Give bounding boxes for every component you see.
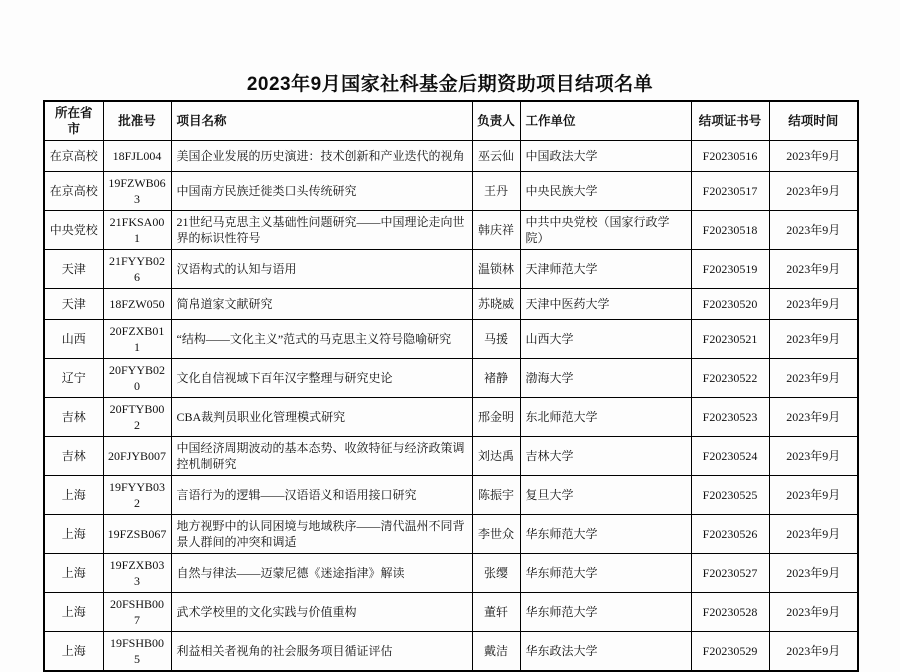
table-row [44,593,858,632]
cell-approval_no: 18FZW050 [103,289,171,320]
cell-unit: 东北师范大学 [520,398,691,437]
cell-unit: 中央民族大学 [520,172,691,211]
cell-project: 中国南方民族迁徙类口头传统研究 [171,172,472,211]
cell-province: 上海 [44,554,103,593]
column-header-time: 结项时间 [769,101,858,141]
cell-leader: 韩庆祥 [472,211,520,250]
cell-cert_no: F20230518 [691,211,769,250]
cell-project: 中国经济周期波动的基本态势、收敛特征与经济政策调控机制研究 [171,437,472,476]
cell-approval_no: 19FZSB067 [103,515,171,554]
cell-unit: 中共中央党校（国家行政学院） [520,211,691,250]
column-header-cert_no: 结项证书号 [691,101,769,141]
cell-cert_no: F20230527 [691,554,769,593]
cell-project: 言语行为的逻辑——汉语语义和语用接口研究 [171,476,472,515]
cell-leader: 褚静 [472,359,520,398]
cell-approval_no: 19FSHB005 [103,632,171,672]
table-row [44,289,858,320]
cell-cert_no: F20230516 [691,141,769,172]
column-header-leader: 负责人 [472,101,520,141]
cell-unit: 渤海大学 [520,359,691,398]
cell-time: 2023年9月 [769,141,858,172]
cell-province: 吉林 [44,437,103,476]
cell-province: 山西 [44,320,103,359]
results-table [43,100,859,672]
cell-project: 利益相关者视角的社会服务项目循证评估 [171,632,472,672]
cell-leader: 刘达禹 [472,437,520,476]
cell-project: 自然与律法——迈蒙尼德《迷途指津》解读 [171,554,472,593]
table-row [44,211,858,250]
cell-approval_no: 19FZXB033 [103,554,171,593]
cell-unit: 华东政法大学 [520,632,691,672]
cell-time: 2023年9月 [769,250,858,289]
cell-unit: 华东师范大学 [520,515,691,554]
cell-province: 在京高校 [44,172,103,211]
table-row [44,250,858,289]
cell-approval_no: 21FYYB026 [103,250,171,289]
table-row [44,437,858,476]
cell-cert_no: F20230521 [691,320,769,359]
cell-project: 美国企业发展的历史演进：技术创新和产业迭代的视角 [171,141,472,172]
cell-unit: 天津中医药大学 [520,289,691,320]
cell-project: 简帛道家文献研究 [171,289,472,320]
cell-cert_no: F20230526 [691,515,769,554]
cell-time: 2023年9月 [769,593,858,632]
table-row [44,141,858,172]
cell-leader: 董轩 [472,593,520,632]
cell-province: 中央党校 [44,211,103,250]
cell-cert_no: F20230520 [691,289,769,320]
cell-unit: 华东师范大学 [520,593,691,632]
cell-leader: 苏晓威 [472,289,520,320]
cell-approval_no: 20FYYB020 [103,359,171,398]
cell-project: “结构——文化主义”范式的马克思主义符号隐喻研究 [171,320,472,359]
cell-time: 2023年9月 [769,211,858,250]
cell-province: 在京高校 [44,141,103,172]
cell-leader: 邢金明 [472,398,520,437]
cell-cert_no: F20230528 [691,593,769,632]
table-body [44,141,858,672]
cell-leader: 李世众 [472,515,520,554]
cell-leader: 戴洁 [472,632,520,672]
table-row [44,515,858,554]
cell-leader: 张缨 [472,554,520,593]
cell-approval_no: 19FZWB063 [103,172,171,211]
cell-time: 2023年9月 [769,172,858,211]
cell-cert_no: F20230524 [691,437,769,476]
cell-unit: 复旦大学 [520,476,691,515]
table-row [44,476,858,515]
cell-leader: 温锁林 [472,250,520,289]
table-row [44,632,858,672]
column-header-approval_no: 批准号 [103,101,171,141]
table-header-row [44,101,858,141]
cell-time: 2023年9月 [769,476,858,515]
table-row [44,172,858,211]
cell-leader: 王丹 [472,172,520,211]
cell-cert_no: F20230522 [691,359,769,398]
cell-province: 上海 [44,632,103,672]
cell-project: 汉语构式的认知与语用 [171,250,472,289]
table-row [44,359,858,398]
cell-project: 文化自信视域下百年汉字整理与研究史论 [171,359,472,398]
table-row [44,398,858,437]
cell-province: 上海 [44,476,103,515]
cell-time: 2023年9月 [769,632,858,672]
cell-time: 2023年9月 [769,359,858,398]
cell-province: 上海 [44,515,103,554]
cell-approval_no: 20FJYB007 [103,437,171,476]
cell-time: 2023年9月 [769,320,858,359]
column-header-province: 所在省市 [44,101,103,141]
cell-approval_no: 21FKSA001 [103,211,171,250]
cell-unit: 中国政法大学 [520,141,691,172]
cell-time: 2023年9月 [769,437,858,476]
column-header-project: 项目名称 [171,101,472,141]
cell-cert_no: F20230517 [691,172,769,211]
cell-project: 武术学校里的文化实践与价值重构 [171,593,472,632]
cell-time: 2023年9月 [769,398,858,437]
cell-approval_no: 18FJL004 [103,141,171,172]
column-header-unit: 工作单位 [520,101,691,141]
cell-time: 2023年9月 [769,289,858,320]
cell-province: 吉林 [44,398,103,437]
table-row [44,554,858,593]
cell-cert_no: F20230529 [691,632,769,672]
cell-approval_no: 20FZXB011 [103,320,171,359]
cell-unit: 天津师范大学 [520,250,691,289]
cell-approval_no: 20FSHB007 [103,593,171,632]
cell-project: CBA裁判员职业化管理模式研究 [171,398,472,437]
cell-approval_no: 20FTYB002 [103,398,171,437]
cell-unit: 山西大学 [520,320,691,359]
cell-leader: 陈振宇 [472,476,520,515]
table-row [44,320,858,359]
cell-unit: 华东师范大学 [520,554,691,593]
cell-cert_no: F20230519 [691,250,769,289]
cell-project: 地方视野中的认同困境与地域秩序——清代温州不同背景人群间的冲突和调适 [171,515,472,554]
cell-time: 2023年9月 [769,515,858,554]
cell-approval_no: 19FYYB032 [103,476,171,515]
page-title: 2023年9月国家社科基金后期资助项目结项名单 [246,74,654,95]
cell-time: 2023年9月 [769,554,858,593]
cell-province: 辽宁 [44,359,103,398]
cell-province: 天津 [44,289,103,320]
cell-cert_no: F20230523 [691,398,769,437]
cell-cert_no: F20230525 [691,476,769,515]
cell-province: 天津 [44,250,103,289]
cell-project: 21世纪马克思主义基础性问题研究——中国理论走向世界的标识性符号 [171,211,472,250]
cell-province: 上海 [44,593,103,632]
cell-leader: 马援 [472,320,520,359]
cell-unit: 吉林大学 [520,437,691,476]
cell-leader: 巫云仙 [472,141,520,172]
